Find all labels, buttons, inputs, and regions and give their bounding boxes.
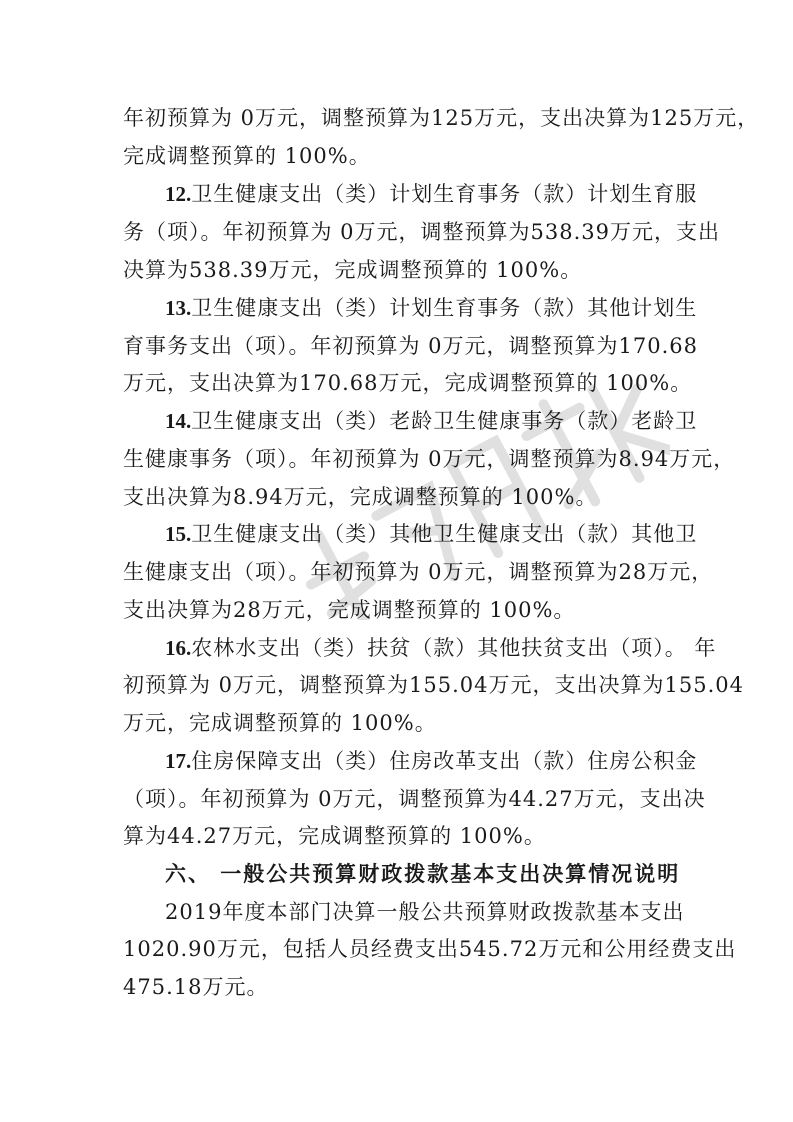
item-15-first-line	[165, 520, 697, 548]
item-number: 17.	[165, 749, 192, 773]
item-number: 15.	[165, 522, 192, 546]
item-number: 12.	[165, 182, 192, 206]
body-line: 2019年度本部门决算一般公共预算财政拨款基本支出	[165, 900, 685, 924]
body-line: 决算为538.39万元，完成调整预算的 100%。	[123, 258, 583, 282]
body-line: 生健康支出（项）。年初预算为 0万元，调整预算为28万元，	[123, 560, 714, 584]
item-number: 14.	[165, 409, 192, 433]
item-text: 住房保障支出（类）住房改革支出（款）住房公积金	[191, 749, 698, 773]
item-12-first-line	[165, 180, 697, 208]
body-line: 支出决算为8.94万元，完成调整预算的 100%。	[123, 485, 598, 509]
body-line: 万元，完成调整预算的 100%。	[123, 711, 437, 735]
body-line: 475.18万元。	[123, 975, 269, 999]
item-number: 13.	[165, 296, 192, 320]
body-line: （项）。年初预算为 0万元，调整预算为44.27万元，支出决	[123, 787, 706, 811]
item-text: 卫生健康支出（类）计划生育事务（款）计划生育服	[191, 182, 698, 206]
body-line: 1020.90万元，包括人员经费支出545.72万元和公用经费支出	[123, 937, 737, 961]
body-line: 生健康事务（项）。年初预算为 0万元，调整预算为8.94万元，	[123, 447, 736, 471]
body-line: 算为44.27万元，完成调整预算的 100%。	[123, 824, 546, 848]
item-number: 16.	[165, 636, 192, 660]
section-heading: 六、 一般公共预算财政拨款基本支出决算情况说明	[165, 862, 681, 886]
item-text: 卫生健康支出（类）计划生育事务（款）其他计划生	[191, 296, 698, 320]
body-line: 育事务支出（项）。年初预算为 0万元，调整预算为170.68	[123, 334, 699, 358]
item-13-first-line	[165, 294, 697, 322]
item-17-first-line	[165, 747, 697, 775]
body-line: 完成调整预算的 100%。	[123, 144, 371, 168]
item-text: 卫生健康支出（类）老龄卫生健康事务（款）老龄卫	[191, 409, 698, 433]
item-16-first-line	[165, 634, 716, 662]
item-14-first-line	[165, 407, 697, 435]
body-line: 万元，支出决算为170.68万元，完成调整预算的 100%。	[123, 371, 693, 395]
item-text: 农林水支出（类）扶贫（款）其他扶贫支出（项）。 年	[191, 636, 717, 660]
body-line: 支出决算为28万元，完成调整预算的 100%。	[123, 598, 576, 622]
body-line: 初预算为 0万元，调整预算为155.04万元，支出决算为155.04	[123, 673, 744, 697]
body-line: 年初预算为 0万元，调整预算为125万元，支出决算为125万元，	[123, 106, 760, 130]
body-line: 务（项）。年初预算为 0万元，调整预算为538.39万元，支出	[123, 220, 721, 244]
item-text: 卫生健康支出（类）其他卫生健康支出（款）其他卫	[191, 522, 698, 546]
